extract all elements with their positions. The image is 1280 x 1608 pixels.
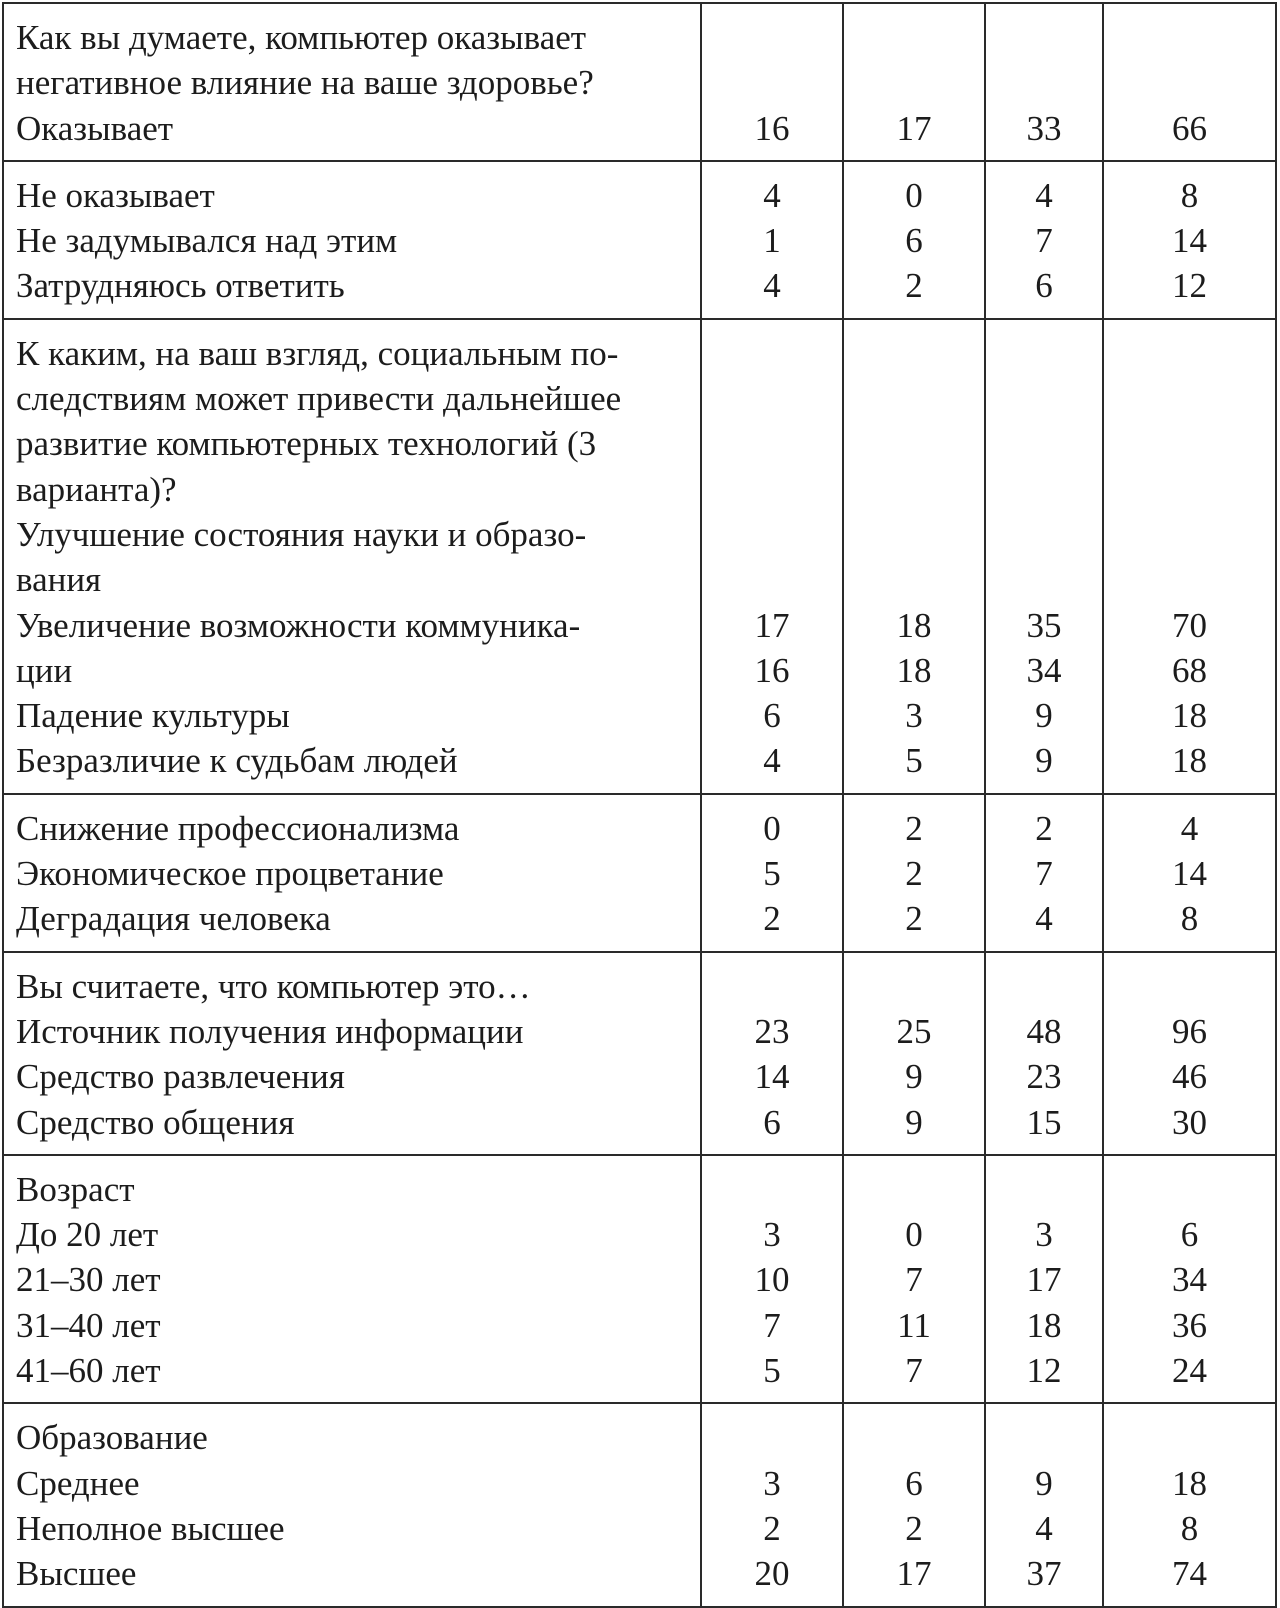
row-label: Безразличие к судьбам людей [16, 741, 458, 781]
row-label: следствиям может привести дальнейшее [16, 379, 622, 419]
cell-value [844, 557, 984, 602]
row-label: развитие компьютерных технологий (3 [16, 424, 597, 464]
cell-value [986, 1415, 1102, 1460]
cell-value [702, 557, 842, 602]
cell-value: 4 [763, 266, 781, 306]
label-cell [3, 1155, 701, 1403]
row-label: Возраст [16, 1169, 135, 1209]
cell-value: 18 [896, 605, 932, 645]
cell-value [986, 421, 1102, 466]
table-section-row [3, 1403, 1276, 1606]
value-col-1-cell [701, 1403, 843, 1606]
cell-value [986, 467, 1102, 512]
row-label: вания [16, 560, 102, 600]
cell-value: 34 [1172, 1260, 1207, 1300]
cell-value: 18 [896, 650, 932, 690]
value-col-4-cell [1103, 1155, 1276, 1403]
label-cell [3, 1403, 701, 1606]
row-label: Падение культуры [16, 696, 290, 736]
row-label: Деградация человека [16, 899, 331, 939]
cell-value [702, 964, 842, 1009]
cell-value [986, 376, 1102, 421]
survey-table-body [3, 3, 1276, 1607]
row-label: Вы считаете, что компьютер это… [16, 966, 531, 1006]
row-label: Среднее [16, 1463, 140, 1503]
cell-value: 6 [905, 1463, 923, 1503]
cell-value: 6 [763, 1102, 781, 1142]
cell-value [1104, 421, 1275, 466]
cell-value [702, 376, 842, 421]
cell-value [986, 60, 1102, 105]
cell-value: 6 [905, 221, 923, 261]
cell-value [1104, 15, 1275, 60]
cell-value [1104, 376, 1275, 421]
cell-value [844, 376, 984, 421]
cell-value: 1 [763, 221, 781, 261]
cell-value: 37 [1026, 1554, 1062, 1594]
row-label: До 20 лет [16, 1215, 159, 1255]
cell-value [702, 15, 842, 60]
cell-value: 14 [1172, 221, 1207, 261]
cell-value [844, 331, 984, 376]
cell-value: 66 [1172, 108, 1207, 148]
cell-value [702, 1415, 842, 1460]
value-col-3-cell [985, 319, 1103, 794]
row-label: 31–40 лет [16, 1305, 161, 1345]
label-cell [3, 319, 701, 794]
cell-value: 9 [1035, 1463, 1053, 1503]
cell-value [844, 467, 984, 512]
value-col-3-cell [985, 3, 1103, 161]
cell-value: 36 [1172, 1305, 1207, 1345]
row-label: варианта)? [16, 469, 177, 509]
cell-value [844, 1167, 984, 1212]
value-col-4-cell [1103, 794, 1276, 952]
cell-value: 48 [1026, 1011, 1062, 1051]
row-label: Снижение профессионализма [16, 808, 460, 848]
cell-value: 3 [763, 1463, 781, 1503]
value-col-1-cell [701, 319, 843, 794]
value-col-4-cell [1103, 3, 1276, 161]
cell-value: 6 [1180, 1215, 1199, 1255]
cell-value: 14 [1172, 854, 1207, 894]
cell-value: 4 [763, 175, 781, 215]
cell-value [844, 15, 984, 60]
cell-value [1104, 1415, 1275, 1460]
value-col-1-cell [701, 3, 843, 161]
cell-value: 7 [1035, 221, 1053, 261]
cell-value: 5 [763, 854, 781, 894]
cell-value: 2 [905, 854, 923, 894]
value-col-1-cell [701, 1155, 843, 1403]
cell-value: 23 [754, 1011, 790, 1051]
value-col-2-cell [843, 3, 985, 161]
row-label: Как вы думаете, компьютер оказывает [16, 18, 587, 57]
cell-value: 4 [1035, 899, 1053, 939]
table-section-row [3, 3, 1276, 161]
cell-value: 3 [905, 696, 923, 736]
row-label: Средство общения [16, 1102, 295, 1142]
cell-value: 4 [1035, 175, 1053, 215]
cell-value: 7 [905, 1351, 923, 1391]
cell-value [986, 331, 1102, 376]
cell-value [844, 60, 984, 105]
row-label: Неполное высшее [16, 1508, 285, 1548]
cell-value: 18 [1026, 1305, 1062, 1345]
cell-value: 4 [763, 741, 781, 781]
cell-value: 24 [1172, 1351, 1207, 1391]
value-col-1-cell [701, 952, 843, 1155]
cell-value: 25 [896, 1011, 932, 1051]
cell-value: 2 [1035, 808, 1053, 848]
value-col-3-cell [985, 1155, 1103, 1403]
cell-value: 3 [763, 1215, 781, 1255]
cell-value: 11 [897, 1305, 931, 1345]
cell-value [986, 557, 1102, 602]
table-section-row [3, 1155, 1276, 1403]
cell-value: 17 [1026, 1260, 1062, 1300]
cell-value: 9 [1035, 741, 1053, 781]
table-section-row [3, 161, 1276, 319]
cell-value: 18 [1172, 1463, 1207, 1503]
table-section-row [3, 952, 1276, 1155]
cell-value: 70 [1172, 605, 1207, 645]
row-label: Не оказывает [16, 175, 215, 215]
cell-value: 0 [905, 1215, 923, 1255]
value-col-2-cell [843, 794, 985, 952]
cell-value: 0 [763, 808, 781, 848]
cell-value: 68 [1172, 650, 1207, 690]
cell-value: 9 [905, 1102, 923, 1142]
cell-value: 16 [754, 108, 790, 148]
cell-value: 20 [754, 1554, 790, 1594]
cell-value: 15 [1026, 1102, 1062, 1142]
value-col-4-cell [1103, 952, 1276, 1155]
cell-value [1104, 1167, 1275, 1212]
value-col-2-cell [843, 319, 985, 794]
row-label: Увеличение возможности коммуника- [16, 605, 581, 645]
cell-value [1104, 331, 1275, 376]
cell-value: 8 [1180, 175, 1199, 215]
cell-value: 9 [1035, 696, 1053, 736]
value-col-2-cell [843, 161, 985, 319]
cell-value: 2 [905, 266, 923, 306]
value-col-2-cell [843, 952, 985, 1155]
value-col-4-cell [1103, 1403, 1276, 1606]
cell-value: 7 [905, 1260, 923, 1300]
cell-value: 7 [1035, 854, 1053, 894]
cell-value [702, 60, 842, 105]
cell-value: 17 [896, 108, 932, 148]
cell-value: 14 [754, 1057, 790, 1097]
value-col-1-cell [701, 794, 843, 952]
value-col-4-cell [1103, 319, 1276, 794]
value-col-2-cell [843, 1155, 985, 1403]
row-label: ции [16, 650, 73, 690]
value-col-3-cell [985, 952, 1103, 1155]
cell-value: 5 [763, 1351, 781, 1391]
cell-value: 6 [1035, 266, 1053, 306]
cell-value: 18 [1172, 696, 1207, 736]
cell-value [702, 331, 842, 376]
cell-value: 7 [763, 1305, 781, 1345]
cell-value: 18 [1172, 741, 1207, 781]
survey-table [2, 2, 1277, 1608]
cell-value [844, 421, 984, 466]
cell-value: 33 [1026, 108, 1062, 148]
cell-value [1104, 964, 1275, 1009]
cell-value: 2 [905, 808, 923, 848]
row-label: Образование [16, 1418, 208, 1458]
cell-value [1104, 60, 1275, 105]
cell-value: 46 [1172, 1057, 1207, 1097]
cell-value: 8 [1180, 1508, 1199, 1548]
cell-value: 4 [1180, 808, 1199, 848]
cell-value: 2 [763, 1508, 781, 1548]
value-col-3-cell [985, 1403, 1103, 1606]
cell-value [1104, 557, 1275, 602]
cell-value [702, 512, 842, 557]
value-col-1-cell [701, 161, 843, 319]
cell-value: 96 [1172, 1011, 1207, 1051]
row-label: Высшее [16, 1554, 137, 1594]
cell-value [702, 421, 842, 466]
table-section-row [3, 319, 1276, 794]
cell-value [844, 1415, 984, 1460]
cell-value [844, 512, 984, 557]
value-col-2-cell [843, 1403, 985, 1606]
value-col-3-cell [985, 161, 1103, 319]
row-label: Не задумывался над этим [16, 221, 398, 261]
cell-value: 23 [1026, 1057, 1062, 1097]
cell-value: 6 [763, 696, 781, 736]
cell-value: 34 [1026, 650, 1062, 690]
row-label: 21–30 лет [16, 1260, 161, 1300]
label-cell [3, 161, 701, 319]
cell-value [986, 964, 1102, 1009]
cell-value: 4 [1035, 1508, 1053, 1548]
cell-value: 3 [1035, 1215, 1053, 1255]
cell-value: 5 [905, 741, 923, 781]
cell-value [844, 964, 984, 1009]
row-label: Оказывает [16, 108, 174, 148]
row-label: Экономическое процветание [16, 854, 444, 894]
cell-value: 0 [905, 175, 923, 215]
row-label: Источник получения информации [16, 1011, 524, 1051]
cell-value: 2 [905, 1508, 923, 1548]
cell-value: 17 [896, 1554, 932, 1594]
row-label: 41–60 лет [16, 1351, 161, 1391]
cell-value: 16 [754, 650, 790, 690]
cell-value: 10 [754, 1260, 790, 1300]
cell-value [986, 1167, 1102, 1212]
cell-value: 2 [763, 899, 781, 939]
cell-value: 9 [905, 1057, 923, 1097]
cell-value: 8 [1180, 899, 1199, 939]
row-label: К каким, на ваш взгляд, социальным по- [16, 333, 619, 373]
cell-value [986, 512, 1102, 557]
label-cell [3, 3, 701, 161]
cell-value: 2 [905, 899, 923, 939]
cell-value: 74 [1172, 1554, 1207, 1594]
table-section-row [3, 794, 1276, 952]
cell-value: 12 [1026, 1351, 1062, 1391]
cell-value: 17 [754, 605, 790, 645]
value-col-3-cell [985, 794, 1103, 952]
cell-value [1104, 512, 1275, 557]
row-label: негативное влияние на ваше здоровье? [16, 63, 594, 103]
cell-value: 35 [1026, 605, 1062, 645]
label-cell [3, 952, 701, 1155]
cell-value [986, 15, 1102, 60]
row-label: Улучшение состояния науки и образо- [16, 514, 587, 554]
cell-value: 12 [1172, 266, 1207, 306]
row-label: Средство развлечения [16, 1057, 345, 1097]
label-cell [3, 794, 701, 952]
cell-value [702, 1167, 842, 1212]
row-label: Затрудняюсь ответить [16, 266, 345, 306]
cell-value [702, 467, 842, 512]
value-col-4-cell [1103, 161, 1276, 319]
cell-value [1104, 467, 1275, 512]
cell-value: 30 [1172, 1102, 1207, 1142]
